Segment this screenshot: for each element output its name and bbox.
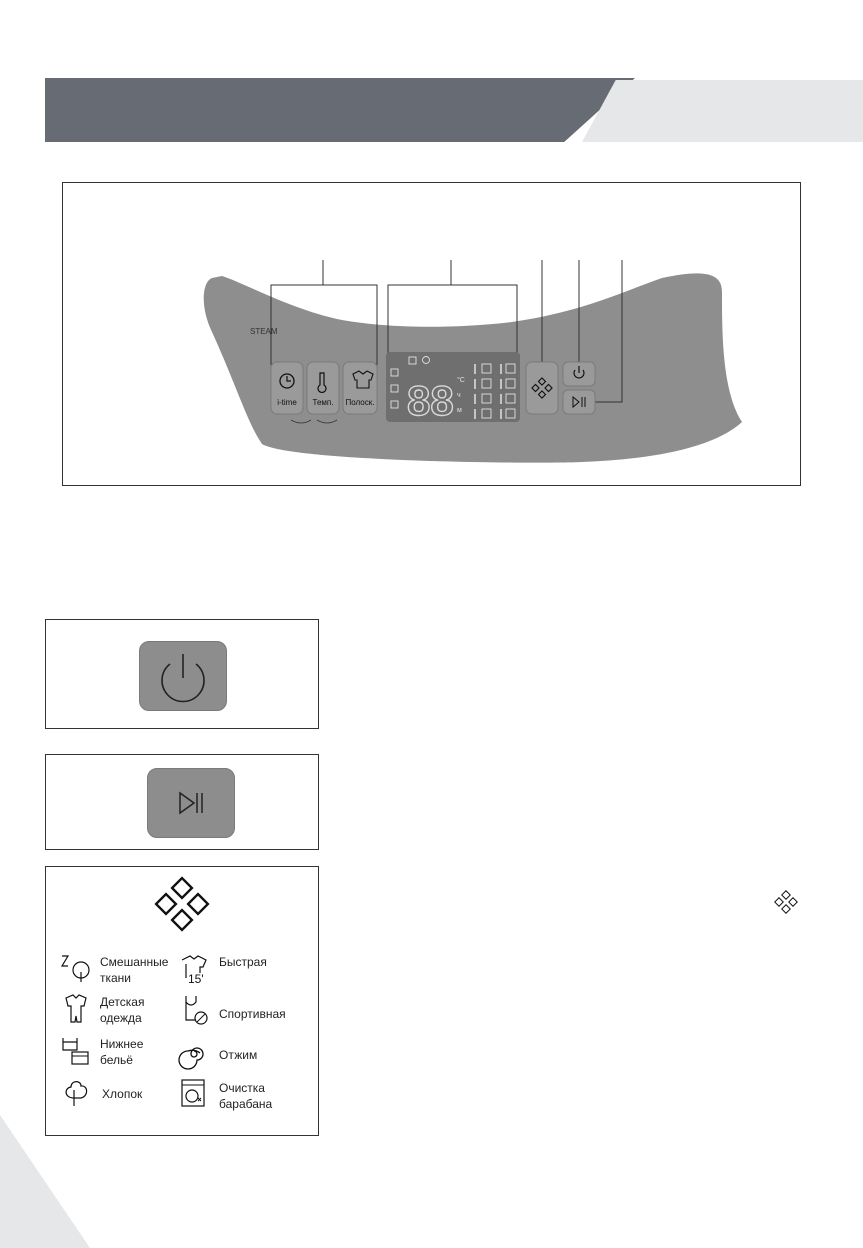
panel-power-button: [563, 362, 595, 386]
unit-minutes: м: [457, 407, 462, 414]
underwear-icon: [58, 1034, 96, 1070]
program-label-underwear: Нижнее бельё: [100, 1037, 144, 1067]
temp-label: Темп.: [312, 398, 334, 407]
mixed-fabrics-icon: [58, 952, 96, 988]
baby-clothes-icon: [58, 992, 96, 1028]
section-header-band-light: [582, 80, 863, 142]
power-button[interactable]: [139, 641, 227, 711]
power-icon: [140, 642, 226, 710]
display-digits: 88: [407, 377, 454, 424]
unit-celsius: °C: [457, 377, 465, 384]
drum-clean-icon: [176, 1076, 214, 1112]
section-header-band: [45, 78, 635, 142]
sports-icon: [176, 992, 214, 1028]
program-label-mixed: Смешанные ткани: [100, 955, 169, 985]
quick-badge: 15': [188, 972, 204, 986]
program-label-cotton: Хлопок: [102, 1087, 143, 1101]
control-panel-drawing: [62, 182, 801, 486]
rinse-label: Полоск.: [345, 398, 375, 407]
program-label-baby: Детская одежда: [100, 995, 145, 1025]
program-selector-big-icon: [150, 876, 216, 938]
steam-label: STEAM: [250, 327, 278, 336]
program-label-sports: Спортивная: [219, 1007, 286, 1021]
play-pause-icon: [148, 769, 234, 837]
spin-icon: [176, 1036, 214, 1072]
panel-left-buttons: [271, 362, 377, 414]
program-selector-button: [526, 362, 558, 414]
program-label-drum-clean: Очистка барабана: [219, 1081, 273, 1111]
unit-hours: ч: [457, 392, 461, 399]
itime-label: i-time: [277, 398, 297, 407]
program-label-quick: Быстрая: [219, 955, 267, 969]
cotton-icon: [58, 1076, 96, 1112]
program-selector-small-icon: [773, 890, 799, 916]
program-label-spin: Отжим: [219, 1048, 258, 1062]
quick-15-icon: [176, 952, 214, 988]
start-pause-button[interactable]: [147, 768, 235, 838]
